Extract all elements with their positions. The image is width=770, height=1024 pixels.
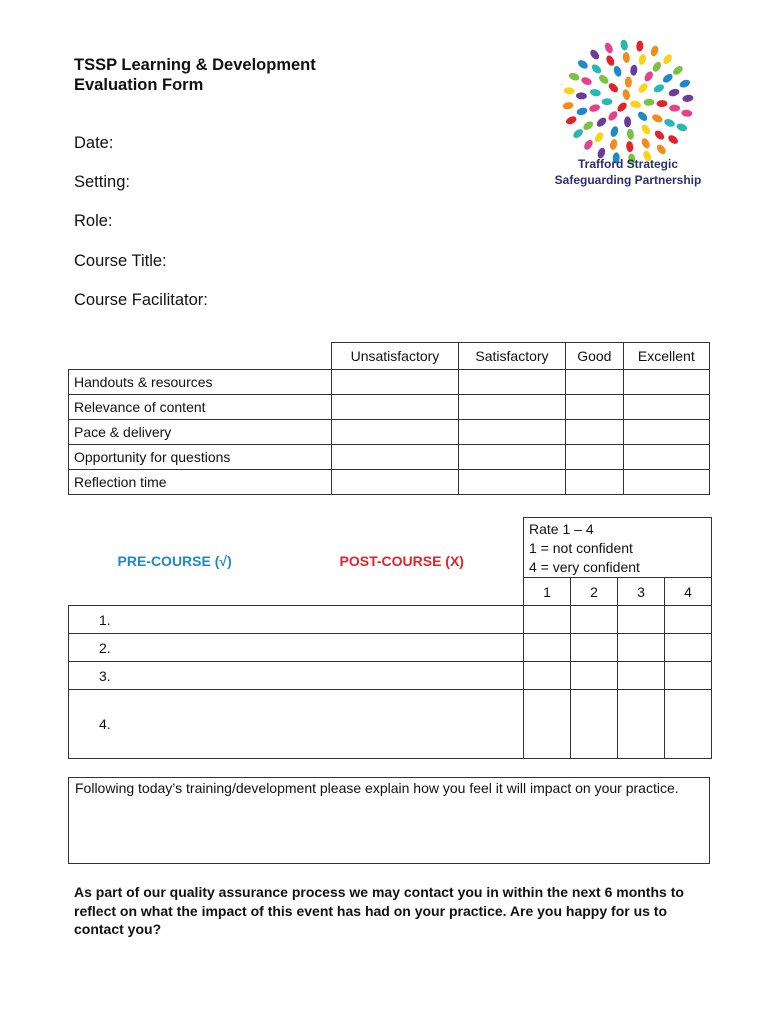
hand-shape-icon — [563, 87, 575, 95]
hand-shape-icon — [601, 98, 612, 105]
confidence-cell[interactable] — [524, 606, 571, 634]
confidence-cell[interactable] — [618, 690, 665, 759]
confidence-item-label[interactable]: 2. — [69, 634, 524, 662]
rating-cell[interactable] — [458, 395, 565, 420]
rating-cell[interactable] — [623, 395, 709, 420]
hand-shape-icon — [669, 104, 680, 111]
course-title-field-label: Course Title: — [74, 252, 167, 270]
rating-row-label: Reflection time — [69, 470, 332, 495]
rating-row-label: Opportunity for questions — [69, 445, 332, 470]
rating-cell[interactable] — [458, 370, 565, 395]
confidence-item-label[interactable]: 1. — [69, 606, 524, 634]
hand-shape-icon — [638, 53, 647, 65]
confidence-cell[interactable] — [618, 634, 665, 662]
confidence-item-label[interactable]: 3. — [69, 662, 524, 690]
confidence-cell[interactable] — [571, 690, 618, 759]
impact-text-box[interactable] — [68, 777, 710, 864]
confidence-cell[interactable] — [665, 634, 712, 662]
hand-shape-icon — [640, 137, 651, 150]
hand-shape-icon — [595, 116, 608, 129]
rate-key-line: Rate 1 – 4 — [529, 521, 594, 537]
hand-shape-icon — [636, 40, 644, 51]
rating-table — [68, 342, 710, 495]
hand-shape-icon — [576, 106, 589, 116]
rate-key-line: 4 = very confident — [529, 559, 640, 575]
hand-shape-icon — [624, 116, 631, 127]
hand-shape-icon — [637, 82, 650, 95]
rating-col-excellent: Excellent — [623, 343, 709, 370]
hand-shape-icon — [588, 48, 600, 61]
rating-header-blank — [69, 343, 332, 370]
confidence-cell[interactable] — [524, 634, 571, 662]
rating-cell[interactable] — [623, 420, 709, 445]
confidence-cell[interactable] — [665, 662, 712, 690]
hand-shape-icon — [589, 88, 601, 97]
confidence-cell[interactable] — [571, 606, 618, 634]
hand-shape-icon — [668, 88, 681, 98]
course-facilitator-field-label: Course Facilitator: — [74, 291, 208, 309]
hand-shape-icon — [562, 101, 574, 110]
hand-shape-icon — [568, 72, 581, 82]
rating-row — [69, 370, 710, 395]
logo-text-line1: Trafford Strategic — [577, 157, 679, 171]
confidence-table — [68, 517, 712, 759]
confidence-cell[interactable] — [665, 606, 712, 634]
hand-shape-icon — [588, 103, 601, 113]
confidence-cell[interactable] — [524, 662, 571, 690]
hand-shape-icon — [582, 120, 595, 132]
rating-row-label: Handouts & resources — [69, 370, 332, 395]
rating-cell[interactable] — [566, 395, 624, 420]
confidence-cell[interactable] — [524, 690, 571, 759]
confidence-header-row — [69, 518, 712, 578]
hand-shape-icon — [620, 40, 629, 51]
hand-shape-icon — [605, 54, 616, 67]
hand-shape-icon — [616, 101, 629, 114]
quality-assurance-question: As part of our quality assurance process we may contact you in within the next 6 months to reflect on what the impact of this event has had on your practice. Are you happy for us to contact you? — [74, 884, 684, 937]
hand-shape-icon — [572, 127, 585, 139]
hand-shape-icon — [626, 141, 634, 153]
hand-shape-icon — [663, 118, 676, 129]
hand-shape-icon — [643, 70, 655, 83]
hand-shape-icon — [661, 72, 674, 84]
confidence-cell[interactable] — [618, 662, 665, 690]
rating-cell[interactable] — [623, 370, 709, 395]
hand-shape-icon — [653, 129, 666, 142]
rate-key — [524, 518, 712, 578]
confidence-legend — [69, 518, 524, 606]
rating-cell[interactable] — [566, 420, 624, 445]
hand-shape-icon — [650, 45, 660, 58]
confidence-item-label[interactable]: 4. — [69, 690, 524, 759]
confidence-cell[interactable] — [618, 606, 665, 634]
date-field-label: Date: — [74, 134, 114, 152]
setting-field-label: Setting: — [74, 173, 130, 191]
hand-shape-icon — [681, 109, 693, 117]
hand-shape-icon — [629, 99, 642, 109]
hand-shape-icon — [612, 65, 622, 78]
hand-shape-icon — [607, 109, 620, 122]
rating-cell[interactable] — [332, 470, 459, 495]
hand-shape-icon — [651, 60, 663, 73]
rating-cell[interactable] — [566, 445, 624, 470]
confidence-row — [69, 634, 712, 662]
hand-shape-icon — [652, 83, 665, 94]
rating-cell[interactable] — [458, 420, 565, 445]
rating-cell[interactable] — [458, 445, 565, 470]
hand-shape-icon — [656, 100, 667, 107]
rating-cell[interactable] — [566, 470, 624, 495]
rating-col-satisfactory: Satisfactory — [458, 343, 565, 370]
hand-shape-icon — [609, 138, 618, 150]
post-course-label: POST-COURSE (X) — [339, 553, 464, 570]
form-title — [74, 55, 316, 95]
hand-shape-icon — [582, 138, 594, 151]
rating-row — [69, 395, 710, 420]
rating-header-row — [69, 343, 710, 370]
rating-row-label: Pace & delivery — [69, 420, 332, 445]
confidence-row — [69, 690, 712, 759]
hand-shape-icon — [590, 63, 603, 76]
rating-row — [69, 470, 710, 495]
scale-3: 3 — [618, 578, 665, 606]
form-title-line1: TSSP Learning & Development — [74, 56, 316, 74]
rating-cell[interactable] — [623, 470, 709, 495]
rate-key-line: 1 = not confident — [529, 540, 633, 556]
hand-shape-icon — [603, 42, 614, 55]
hand-shape-icon — [675, 122, 688, 132]
hand-shape-icon — [651, 113, 664, 124]
rating-row — [69, 420, 710, 445]
hand-shape-icon — [662, 53, 674, 66]
pre-course-label: PRE-COURSE (√) — [117, 553, 232, 570]
hand-shape-icon — [640, 123, 652, 136]
rating-cell[interactable] — [458, 470, 565, 495]
rating-row — [69, 445, 710, 470]
hand-shape-icon — [609, 125, 619, 138]
hand-shape-icon — [576, 58, 589, 70]
scale-2: 2 — [571, 578, 618, 606]
confidence-cell[interactable] — [571, 662, 618, 690]
confidence-cell[interactable] — [571, 634, 618, 662]
hand-shape-icon — [565, 115, 578, 126]
hand-shape-icon — [626, 128, 634, 140]
hand-shape-icon — [636, 110, 649, 123]
rating-cell[interactable] — [332, 445, 459, 470]
impact-prompt: Following today’s training/development please explain how you feel it will impact on your practice. — [75, 780, 679, 796]
confidence-row — [69, 606, 712, 634]
rating-cell[interactable] — [623, 445, 709, 470]
confidence-row — [69, 662, 712, 690]
confidence-cell[interactable] — [665, 690, 712, 759]
hand-shape-icon — [678, 78, 691, 89]
rating-cell[interactable] — [332, 370, 459, 395]
hand-shape-icon — [655, 143, 667, 156]
role-field-label: Role: — [74, 212, 113, 230]
hand-shape-icon — [630, 64, 638, 76]
hand-shape-icon — [593, 131, 605, 144]
rating-cell[interactable] — [332, 395, 459, 420]
rating-col-good: Good — [566, 343, 624, 370]
rating-cell[interactable] — [332, 420, 459, 445]
hand-shape-icon — [671, 64, 684, 76]
rating-cell[interactable] — [566, 370, 624, 395]
rating-col-unsatisfactory: Unsatisfactory — [332, 343, 459, 370]
hand-shape-icon — [607, 81, 620, 94]
hand-shape-icon — [597, 73, 610, 85]
rating-row-label: Relevance of content — [69, 395, 332, 420]
hand-shape-icon — [580, 76, 593, 87]
hand-shape-icon — [682, 94, 694, 103]
hand-shape-icon — [643, 99, 654, 106]
logo-text-line2: Safeguarding Partnership — [554, 173, 702, 187]
form-title-line2: Evaluation Form — [74, 76, 204, 94]
hand-shape-icon — [622, 88, 631, 100]
hand-shape-icon — [667, 134, 680, 146]
scale-1: 1 — [524, 578, 571, 606]
hand-shape-icon — [622, 52, 630, 64]
hand-shape-icon — [625, 76, 632, 87]
hand-shape-icon — [576, 92, 587, 100]
scale-4: 4 — [665, 578, 712, 606]
